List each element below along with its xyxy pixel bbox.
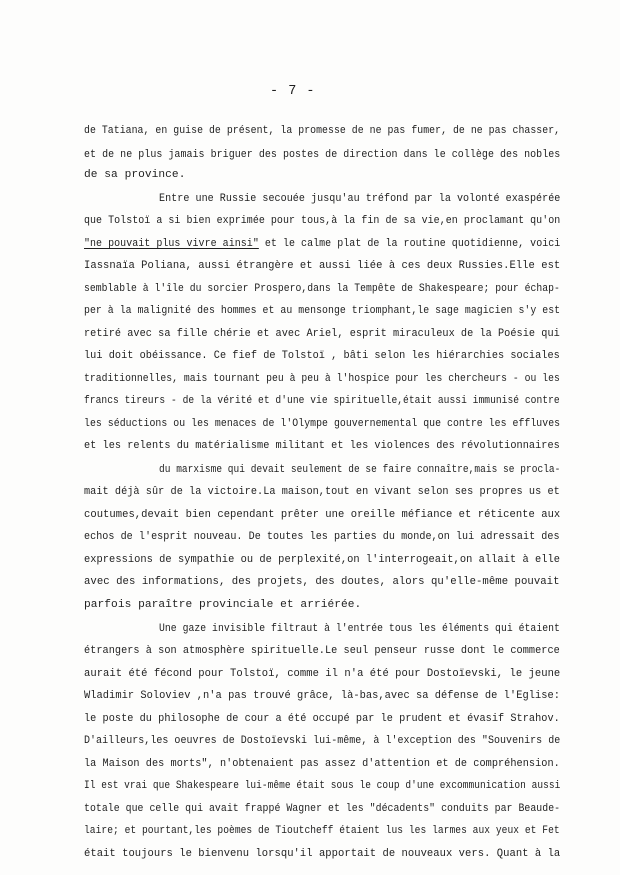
- text-line-11: lui doit obéissance. Ce fief de Tolstoï , bâti selon les hiérarchies sociales: [84, 350, 560, 362]
- text-line-12: traditionnelles, mais tournant peu à peu à l'hospice pour les chercheurs - ou les: [84, 373, 560, 385]
- text-line-31: totale que celle qui avait frappé Wagner et les "décadents" conduits par Beaude-: [84, 803, 561, 815]
- text-line-16: du marxisme qui devait seulement de se faire connaître,mais se procla-: [159, 464, 561, 476]
- text-line-19: echos de l'esprit nouveau. De toutes les parties du monde,on lui adressait des: [84, 531, 560, 543]
- text-line-24: étrangers à son atmosphère spirituelle.Le seul penseur russe dont le commerce: [84, 645, 560, 657]
- text-line-1: de Tatiana, en guise de présent, la promesse de ne pas fumer, de ne pas chasser,: [84, 125, 561, 137]
- text-line-26: Wladimir Soloviev ,n'a pas trouvé grâce, là-bas,avec sa défense de l'Eglise:: [84, 690, 561, 702]
- text-line-6: [84, 237, 560, 251]
- text-line-27: le poste du philosophe de cour a été occupé par le prudent et évasif Strahov.: [84, 713, 560, 725]
- text-line-10: retiré avec sa fille chérie et avec Ariel, esprit miraculeux de la Poésie qui: [84, 328, 560, 340]
- text-line-6-rest: et le calme plat de la routine quotidienne, voici: [258, 238, 561, 250]
- text-line-7: Iassnaïa Poliana, aussi étrangère et aussi liée à ces deux Russies.Elle est: [84, 260, 561, 272]
- text-line-4: Entre une Russie secouée jusqu'au tréfond par la volonté exaspérée: [159, 193, 561, 205]
- text-line-21: avec des informations, des projets, des doutes, alors qu'elle-même pouvait: [84, 576, 560, 588]
- text-line-3: de sa province.: [84, 169, 186, 181]
- text-line-15: et les relents du matérialisme militant et les violences des révolutionnaires: [84, 440, 560, 452]
- text-line-25: aurait été fécond pour Tolstoï, comme il n'a été pour Dostoïevski, le jeune: [84, 668, 561, 680]
- text-line-30: Il est vrai que Shakespeare lui-même était sous le coup d'une excommunication aussi: [84, 780, 561, 792]
- text-line-33: était toujours le bienvenu lorsqu'il apportait de nouveaux vers. Quant à la: [84, 848, 561, 860]
- text-line-23: Une gaze invisible filtraut à l'entrée tous les éléments qui étaient: [159, 623, 560, 635]
- text-line-5: que Tolstoï a si bien exprimée pour tous,à la fin de sa vie,en proclamant qu'on: [84, 215, 561, 227]
- text-line-20: expressions de sympathie ou de perplexité,on l'interrogeait,on allait à elle: [84, 554, 561, 566]
- text-line-8: semblable à l'île du sorcier Prospero,dans la Tempête de Shakespeare; pour échap-: [84, 283, 560, 295]
- text-line-28: D'ailleurs,les oeuvres de Dostoïevski lui-même, à l'exception des "Souvenirs de: [84, 735, 561, 747]
- text-line-9: per à la malignité des hommes et au mensonge triomphant,le sage magicien s'y est: [84, 305, 561, 317]
- text-line-32: laire; et pourtant,les poèmes de Tioutcheff étaient lus les larmes aux yeux et Fet: [84, 825, 560, 837]
- text-line-14: les séductions ou les menaces de l'Olympe gouvernemental que contre les effluves: [84, 418, 561, 430]
- page-number: - 7 -: [270, 84, 316, 99]
- text-line-29: la Maison des morts", n'obtenaient pas assez d'attention et de compréhension.: [84, 758, 560, 770]
- text-line-2: et de ne plus jamais briguer des postes de direction dans le collège des nobles: [84, 149, 561, 161]
- text-line-18: coutumes,devait bien cependant prêter une oreille méfiance et réticente aux: [84, 509, 561, 521]
- underlined-quote: "ne pouvait plus vivre ainsi": [84, 238, 259, 250]
- text-line-17: mait déjà sûr de la victoire.La maison,tout en vivant selon ses propres us et: [84, 486, 560, 498]
- text-line-22: parfois paraître provinciale et arriérée.: [84, 599, 362, 611]
- text-line-13: francs tireurs - de la vérité et d'une vie spirituelle,était aussi immunisé contre: [84, 395, 560, 407]
